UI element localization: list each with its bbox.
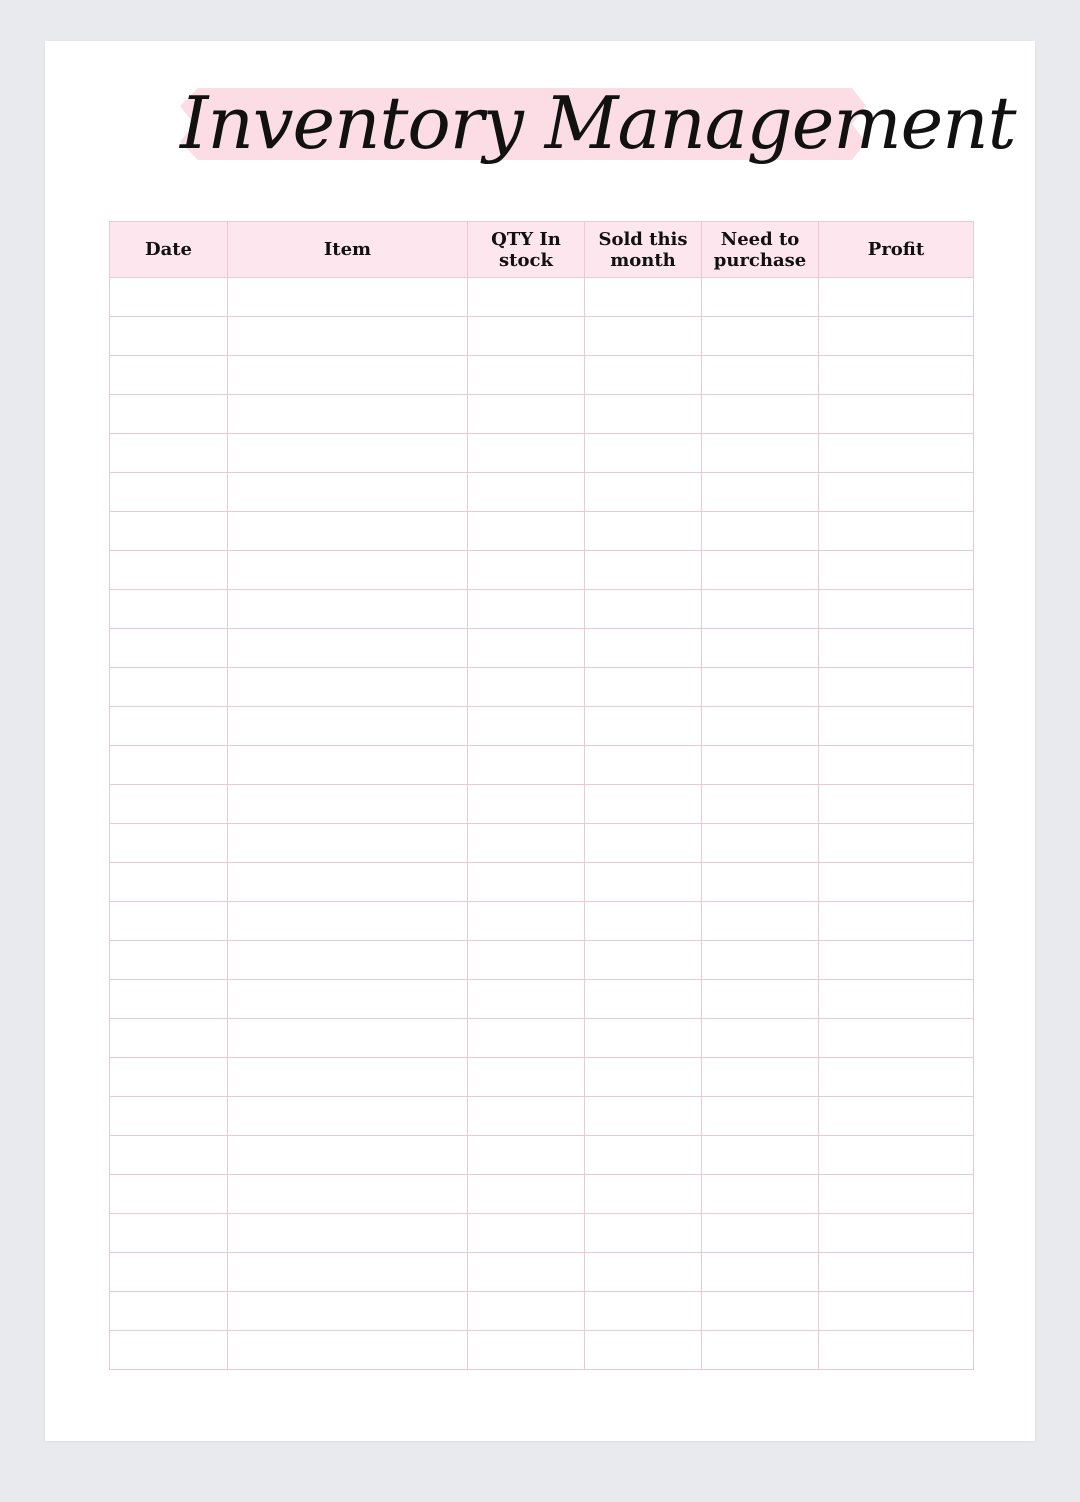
cell-sold-this-month (585, 1058, 702, 1097)
cell-need-to-purchase (702, 551, 819, 590)
cell-sold-this-month (585, 278, 702, 317)
cell-profit (819, 473, 974, 512)
cell-qty-in-stock (468, 551, 585, 590)
cell-sold-this-month (585, 863, 702, 902)
table-row (110, 785, 974, 824)
cell-date (110, 668, 228, 707)
cell-sold-this-month (585, 1097, 702, 1136)
cell-sold-this-month (585, 1253, 702, 1292)
table-row (110, 1097, 974, 1136)
cell-sold-this-month (585, 707, 702, 746)
cell-sold-this-month (585, 356, 702, 395)
cell-profit (819, 1214, 974, 1253)
cell-item (228, 1175, 468, 1214)
cell-item (228, 1331, 468, 1370)
cell-qty-in-stock (468, 434, 585, 473)
cell-profit (819, 1292, 974, 1331)
cell-date (110, 1136, 228, 1175)
cell-need-to-purchase (702, 980, 819, 1019)
cell-qty-in-stock (468, 278, 585, 317)
cell-qty-in-stock (468, 317, 585, 356)
cell-item (228, 1058, 468, 1097)
cell-item (228, 317, 468, 356)
cell-need-to-purchase (702, 629, 819, 668)
cell-qty-in-stock (468, 707, 585, 746)
cell-profit (819, 356, 974, 395)
table-row (110, 980, 974, 1019)
inventory-table (109, 221, 974, 1370)
cell-date (110, 356, 228, 395)
table-row (110, 434, 974, 473)
cell-date (110, 1097, 228, 1136)
cell-sold-this-month (585, 668, 702, 707)
cell-profit (819, 434, 974, 473)
column-header-date: Date (110, 222, 228, 278)
cell-profit (819, 863, 974, 902)
cell-qty-in-stock (468, 512, 585, 551)
cell-item (228, 434, 468, 473)
cell-sold-this-month (585, 1214, 702, 1253)
cell-item (228, 629, 468, 668)
cell-need-to-purchase (702, 590, 819, 629)
cell-qty-in-stock (468, 473, 585, 512)
cell-sold-this-month (585, 551, 702, 590)
table-row (110, 278, 974, 317)
cell-item (228, 863, 468, 902)
cell-sold-this-month (585, 980, 702, 1019)
cell-sold-this-month (585, 434, 702, 473)
cell-need-to-purchase (702, 317, 819, 356)
cell-item (228, 1136, 468, 1175)
cell-need-to-purchase (702, 1253, 819, 1292)
cell-profit (819, 512, 974, 551)
cell-date (110, 707, 228, 746)
table-row (110, 473, 974, 512)
cell-need-to-purchase (702, 785, 819, 824)
table-row (110, 902, 974, 941)
cell-sold-this-month (585, 512, 702, 551)
cell-need-to-purchase (702, 512, 819, 551)
cell-date (110, 1292, 228, 1331)
cell-item (228, 1214, 468, 1253)
cell-qty-in-stock (468, 902, 585, 941)
cell-date (110, 1058, 228, 1097)
cell-sold-this-month (585, 473, 702, 512)
cell-profit (819, 746, 974, 785)
cell-need-to-purchase (702, 1136, 819, 1175)
cell-item (228, 551, 468, 590)
cell-item (228, 746, 468, 785)
cell-date (110, 785, 228, 824)
table-row (110, 746, 974, 785)
cell-need-to-purchase (702, 824, 819, 863)
cell-qty-in-stock (468, 356, 585, 395)
cell-qty-in-stock (468, 863, 585, 902)
table-row (110, 356, 974, 395)
cell-item (228, 1292, 468, 1331)
cell-need-to-purchase (702, 707, 819, 746)
table-row (110, 395, 974, 434)
cell-sold-this-month (585, 746, 702, 785)
cell-date (110, 629, 228, 668)
cell-qty-in-stock (468, 980, 585, 1019)
cell-sold-this-month (585, 785, 702, 824)
cell-sold-this-month (585, 629, 702, 668)
cell-profit (819, 1331, 974, 1370)
cell-need-to-purchase (702, 1097, 819, 1136)
cell-profit (819, 1058, 974, 1097)
cell-item (228, 473, 468, 512)
cell-qty-in-stock (468, 1136, 585, 1175)
table-row (110, 551, 974, 590)
cell-profit (819, 629, 974, 668)
table-row (110, 1175, 974, 1214)
cell-profit (819, 1136, 974, 1175)
cell-need-to-purchase (702, 1292, 819, 1331)
cell-qty-in-stock (468, 941, 585, 980)
table-row (110, 863, 974, 902)
cell-need-to-purchase (702, 1175, 819, 1214)
cell-need-to-purchase (702, 863, 819, 902)
cell-profit (819, 941, 974, 980)
cell-qty-in-stock (468, 629, 585, 668)
cell-profit (819, 668, 974, 707)
cell-qty-in-stock (468, 1175, 585, 1214)
table-row (110, 1214, 974, 1253)
column-header-profit: Profit (819, 222, 974, 278)
table-row (110, 1292, 974, 1331)
cell-qty-in-stock (468, 590, 585, 629)
cell-item (228, 1019, 468, 1058)
cell-qty-in-stock (468, 746, 585, 785)
cell-sold-this-month (585, 941, 702, 980)
cell-need-to-purchase (702, 746, 819, 785)
cell-sold-this-month (585, 1136, 702, 1175)
column-header-sold-this-month: Sold this month (585, 222, 702, 278)
table-row (110, 668, 974, 707)
cell-profit (819, 707, 974, 746)
cell-qty-in-stock (468, 395, 585, 434)
cell-need-to-purchase (702, 278, 819, 317)
table-row (110, 1253, 974, 1292)
cell-date (110, 1214, 228, 1253)
cell-date (110, 317, 228, 356)
cell-profit (819, 785, 974, 824)
page-title: Inventory Management (180, 81, 1016, 165)
cell-qty-in-stock (468, 785, 585, 824)
table-header-row (110, 222, 974, 278)
cell-date (110, 1253, 228, 1292)
cell-need-to-purchase (702, 1019, 819, 1058)
cell-date (110, 1175, 228, 1214)
cell-date (110, 980, 228, 1019)
cell-need-to-purchase (702, 902, 819, 941)
cell-qty-in-stock (468, 1097, 585, 1136)
cell-item (228, 707, 468, 746)
cell-profit (819, 1175, 974, 1214)
cell-qty-in-stock (468, 668, 585, 707)
cell-item (228, 824, 468, 863)
table-row (110, 1058, 974, 1097)
column-header-qty-in-stock: QTY In stock (468, 222, 585, 278)
table-row (110, 1019, 974, 1058)
cell-date (110, 278, 228, 317)
cell-sold-this-month (585, 1292, 702, 1331)
cell-item (228, 902, 468, 941)
cell-item (228, 356, 468, 395)
cell-qty-in-stock (468, 824, 585, 863)
planner-page (45, 41, 1035, 1441)
cell-item (228, 395, 468, 434)
cell-date (110, 590, 228, 629)
cell-item (228, 941, 468, 980)
cell-need-to-purchase (702, 668, 819, 707)
cell-profit (819, 1097, 974, 1136)
cell-profit (819, 980, 974, 1019)
table-body (110, 278, 974, 1370)
table-row (110, 629, 974, 668)
table-row (110, 590, 974, 629)
cell-profit (819, 824, 974, 863)
cell-date (110, 473, 228, 512)
cell-item (228, 1253, 468, 1292)
cell-qty-in-stock (468, 1331, 585, 1370)
cell-date (110, 395, 228, 434)
cell-sold-this-month (585, 824, 702, 863)
cell-sold-this-month (585, 395, 702, 434)
cell-item (228, 278, 468, 317)
cell-profit (819, 551, 974, 590)
cell-need-to-purchase (702, 941, 819, 980)
cell-profit (819, 590, 974, 629)
cell-profit (819, 278, 974, 317)
table-row (110, 512, 974, 551)
column-header-need-to-purchase: Need to purchase (702, 222, 819, 278)
cell-date (110, 512, 228, 551)
table-row (110, 317, 974, 356)
table-row (110, 824, 974, 863)
cell-qty-in-stock (468, 1058, 585, 1097)
cell-need-to-purchase (702, 434, 819, 473)
cell-profit (819, 395, 974, 434)
cell-date (110, 941, 228, 980)
cell-item (228, 590, 468, 629)
cell-item (228, 512, 468, 551)
cell-need-to-purchase (702, 1214, 819, 1253)
cell-qty-in-stock (468, 1253, 585, 1292)
cell-need-to-purchase (702, 395, 819, 434)
cell-profit (819, 317, 974, 356)
cell-date (110, 434, 228, 473)
cell-need-to-purchase (702, 356, 819, 395)
cell-sold-this-month (585, 1019, 702, 1058)
cell-profit (819, 1019, 974, 1058)
cell-item (228, 785, 468, 824)
cell-need-to-purchase (702, 473, 819, 512)
column-header-item: Item (228, 222, 468, 278)
cell-qty-in-stock (468, 1019, 585, 1058)
cell-date (110, 824, 228, 863)
cell-need-to-purchase (702, 1058, 819, 1097)
cell-qty-in-stock (468, 1214, 585, 1253)
cell-date (110, 863, 228, 902)
cell-sold-this-month (585, 1331, 702, 1370)
cell-sold-this-month (585, 317, 702, 356)
table-row (110, 707, 974, 746)
cell-item (228, 1097, 468, 1136)
cell-date (110, 551, 228, 590)
cell-date (110, 746, 228, 785)
cell-item (228, 980, 468, 1019)
cell-sold-this-month (585, 902, 702, 941)
table-row (110, 941, 974, 980)
cell-item (228, 668, 468, 707)
cell-date (110, 1331, 228, 1370)
cell-profit (819, 902, 974, 941)
cell-sold-this-month (585, 590, 702, 629)
cell-profit (819, 1253, 974, 1292)
table-row (110, 1331, 974, 1370)
table-row (110, 1136, 974, 1175)
cell-need-to-purchase (702, 1331, 819, 1370)
cell-sold-this-month (585, 1175, 702, 1214)
cell-qty-in-stock (468, 1292, 585, 1331)
cell-date (110, 1019, 228, 1058)
cell-date (110, 902, 228, 941)
